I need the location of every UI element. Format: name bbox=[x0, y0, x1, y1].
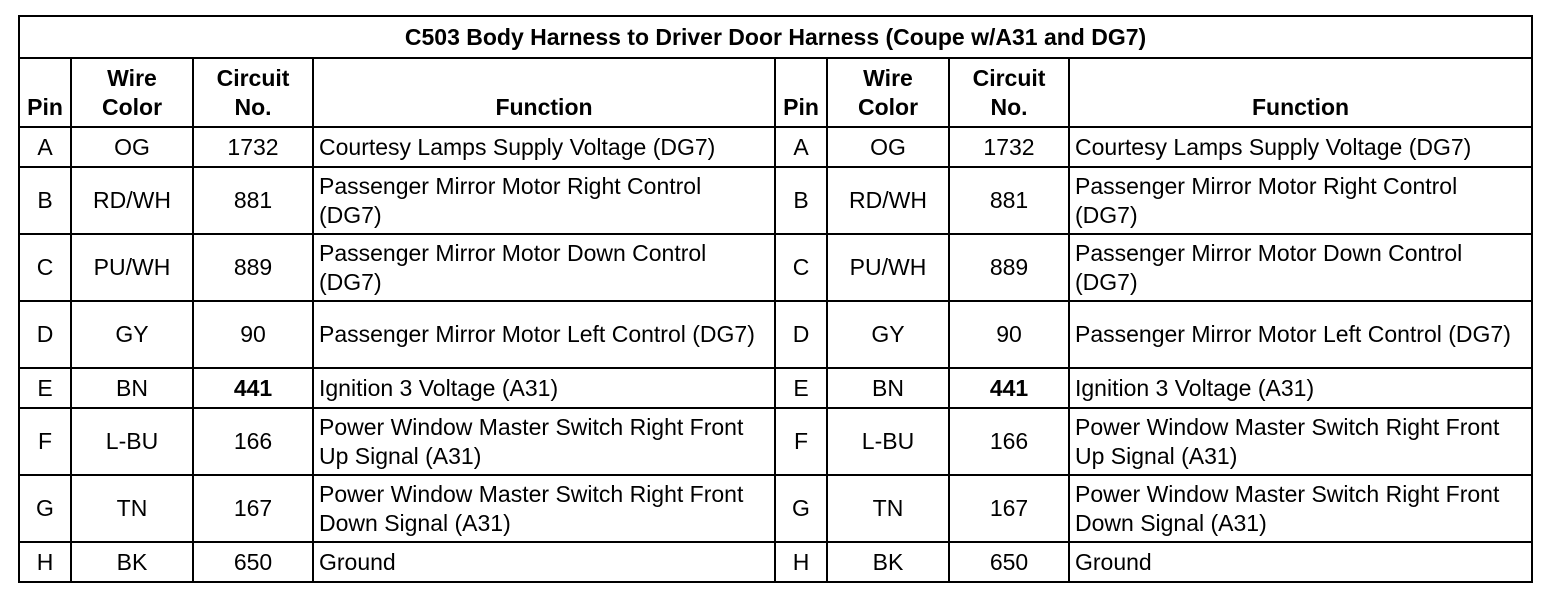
pin-cell: B bbox=[19, 167, 71, 234]
table-row bbox=[19, 475, 1532, 542]
wire-color-cell: PU/WH bbox=[827, 234, 949, 301]
pin-cell: E bbox=[775, 368, 827, 408]
circuit-cell: 167 bbox=[949, 475, 1069, 542]
function-cell: Passenger Mirror Motor Left Control (DG7) bbox=[313, 301, 775, 368]
function-cell: Power Window Master Switch Right Front Up Signal (A31) bbox=[313, 408, 775, 475]
circuit-cell: 90 bbox=[949, 301, 1069, 368]
pin-cell: H bbox=[19, 542, 71, 582]
header-wire-color: Wire Color bbox=[827, 58, 949, 127]
table-row bbox=[19, 301, 1532, 368]
wire-color-cell: BK bbox=[71, 542, 193, 582]
function-cell: Courtesy Lamps Supply Voltage (DG7) bbox=[313, 127, 775, 167]
pin-cell: B bbox=[775, 167, 827, 234]
circuit-cell: 881 bbox=[949, 167, 1069, 234]
circuit-cell: 441 bbox=[193, 368, 313, 408]
circuit-cell: 1732 bbox=[949, 127, 1069, 167]
wire-color-cell: GY bbox=[827, 301, 949, 368]
circuit-cell: 166 bbox=[193, 408, 313, 475]
header-pin: Pin bbox=[19, 58, 71, 127]
function-cell: Ignition 3 Voltage (A31) bbox=[313, 368, 775, 408]
table-row bbox=[19, 542, 1532, 582]
function-cell: Passenger Mirror Motor Left Control (DG7) bbox=[1069, 301, 1532, 368]
function-cell: Ground bbox=[1069, 542, 1532, 582]
function-cell: Power Window Master Switch Right Front Up Signal (A31) bbox=[1069, 408, 1532, 475]
pin-cell: D bbox=[19, 301, 71, 368]
connector-table bbox=[18, 15, 1533, 583]
circuit-cell: 167 bbox=[193, 475, 313, 542]
pin-cell: G bbox=[19, 475, 71, 542]
function-cell: Power Window Master Switch Right Front Down Signal (A31) bbox=[1069, 475, 1532, 542]
wire-color-cell: TN bbox=[827, 475, 949, 542]
pin-cell: C bbox=[19, 234, 71, 301]
wire-color-cell: RD/WH bbox=[827, 167, 949, 234]
circuit-cell: 441 bbox=[949, 368, 1069, 408]
function-cell: Passenger Mirror Motor Right Control (DG7) bbox=[313, 167, 775, 234]
header-pin: Pin bbox=[775, 58, 827, 127]
wire-color-cell: L-BU bbox=[827, 408, 949, 475]
table-row bbox=[19, 127, 1532, 167]
function-cell: Ground bbox=[313, 542, 775, 582]
wire-color-cell: TN bbox=[71, 475, 193, 542]
pin-cell: H bbox=[775, 542, 827, 582]
function-cell: Passenger Mirror Motor Right Control (DG7) bbox=[1069, 167, 1532, 234]
wire-color-cell: PU/WH bbox=[71, 234, 193, 301]
circuit-cell: 650 bbox=[193, 542, 313, 582]
circuit-cell: 650 bbox=[949, 542, 1069, 582]
pin-cell: A bbox=[19, 127, 71, 167]
wire-color-cell: BN bbox=[827, 368, 949, 408]
circuit-cell: 881 bbox=[193, 167, 313, 234]
header-function: Function bbox=[1069, 58, 1532, 127]
table-row bbox=[19, 408, 1532, 475]
circuit-cell: 1732 bbox=[193, 127, 313, 167]
function-cell: Ignition 3 Voltage (A31) bbox=[1069, 368, 1532, 408]
pin-cell: C bbox=[775, 234, 827, 301]
function-cell: Courtesy Lamps Supply Voltage (DG7) bbox=[1069, 127, 1532, 167]
pin-cell: F bbox=[19, 408, 71, 475]
pin-cell: G bbox=[775, 475, 827, 542]
header-wire-color: Wire Color bbox=[71, 58, 193, 127]
connector-table-container bbox=[18, 15, 1533, 583]
table-row bbox=[19, 167, 1532, 234]
table-title: C503 Body Harness to Driver Door Harness (Coupe w/A31 and DG7) bbox=[19, 16, 1532, 58]
function-cell: Power Window Master Switch Right Front Down Signal (A31) bbox=[313, 475, 775, 542]
header-circuit-no: Circuit No. bbox=[193, 58, 313, 127]
function-cell: Passenger Mirror Motor Down Control (DG7) bbox=[313, 234, 775, 301]
circuit-cell: 90 bbox=[193, 301, 313, 368]
wire-color-cell: RD/WH bbox=[71, 167, 193, 234]
circuit-cell: 889 bbox=[193, 234, 313, 301]
wire-color-cell: OG bbox=[827, 127, 949, 167]
header-function: Function bbox=[313, 58, 775, 127]
wire-color-cell: BK bbox=[827, 542, 949, 582]
table-row bbox=[19, 234, 1532, 301]
circuit-cell: 889 bbox=[949, 234, 1069, 301]
pin-cell: F bbox=[775, 408, 827, 475]
pin-cell: D bbox=[775, 301, 827, 368]
wire-color-cell: L-BU bbox=[71, 408, 193, 475]
header-circuit-no: Circuit No. bbox=[949, 58, 1069, 127]
wire-color-cell: GY bbox=[71, 301, 193, 368]
function-cell: Passenger Mirror Motor Down Control (DG7) bbox=[1069, 234, 1532, 301]
pin-cell: E bbox=[19, 368, 71, 408]
circuit-cell: 166 bbox=[949, 408, 1069, 475]
wire-color-cell: BN bbox=[71, 368, 193, 408]
wire-color-cell: OG bbox=[71, 127, 193, 167]
pin-cell: A bbox=[775, 127, 827, 167]
table-row bbox=[19, 368, 1532, 408]
